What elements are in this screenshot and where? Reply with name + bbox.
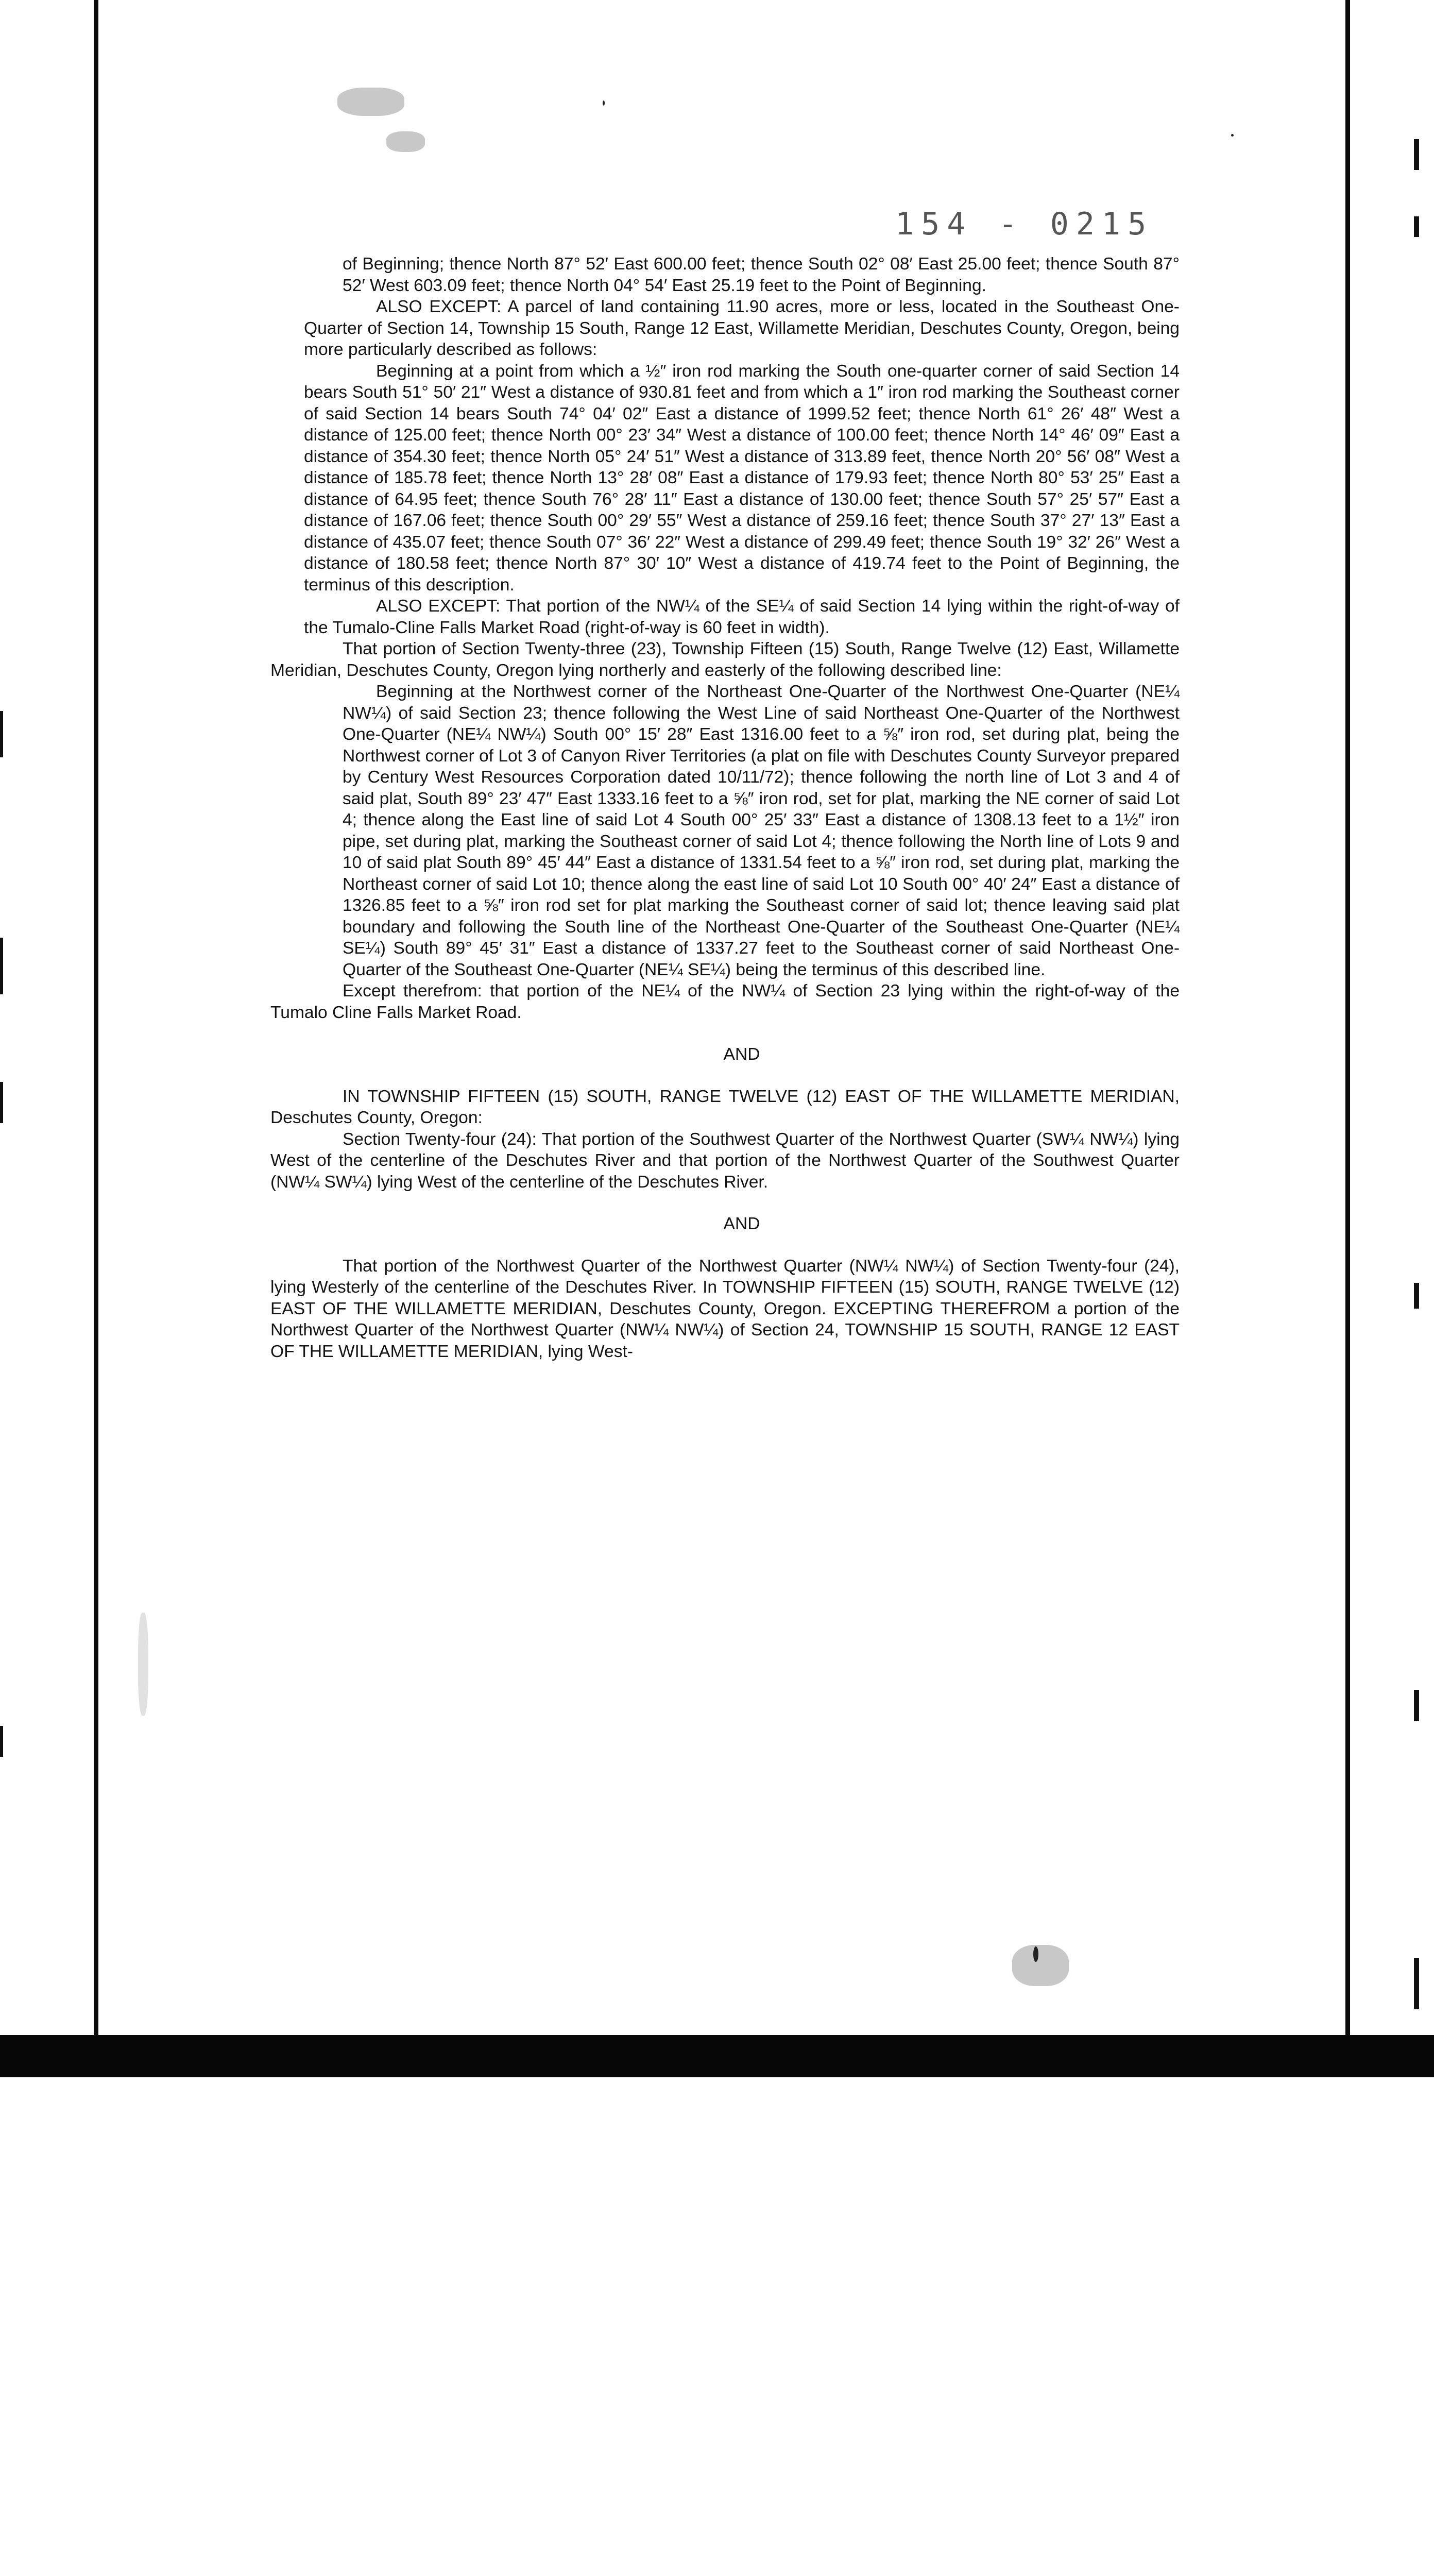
- legal-paragraph: That portion of the Northwest Quarter of the Northwest Quarter (NW¼ NW¼) of Section Twenty-four (24), lying Westerly of the centerline of the Deschutes River. In TOWNSHIP FIFTEEN (15) SOUTH, RANGE TWELVE (12) EAST OF THE WILLAMETTE MERIDIAN, Deschutes County, Oregon. EXCEPTING THEREFROM a portion of the Northwest Quarter of the Northwest Quarter (NW¼ NW¼) of Section 24, TOWNSHIP 15 SOUTH, RANGE 12 EAST OF THE WILLAMETTE MERIDIAN, lying West-: [270, 1256, 1180, 1361]
- legal-paragraph: Section Twenty-four (24): That portion of the Southwest Quarter of the Northwest Quarter (SW¼ NW¼) lying West of the centerline of the Deschutes River and that portion of the Northwest Quarter of the Southwest Quarter (NW¼ SW¼) lying West of the centerline of the Deschutes River.: [270, 1129, 1180, 1192]
- legal-description-body: [270, 253, 1180, 1362]
- scan-smudge: [386, 131, 425, 152]
- recording-stamp: 154 - 0215: [895, 206, 1154, 242]
- scan-edge-mark: [1414, 1958, 1419, 2009]
- scan-edge-mark: [0, 1726, 3, 1757]
- section-separator: AND: [723, 1045, 760, 1064]
- legal-paragraph: That portion of Section Twenty-three (23), Township Fifteen (15) South, Range Twelve (12) East, Willamette Meridian, Deschutes County, Oregon lying northerly and easterly of the following described line:: [270, 639, 1180, 680]
- legal-paragraph: Except therefrom: that portion of the NE¼ of the NW¼ of Section 23 lying within the right-of-way of the Tumalo Cline Falls Market Road.: [270, 981, 1180, 1022]
- scan-edge-mark: [1414, 139, 1419, 170]
- legal-paragraph: ALSO EXCEPT: That portion of the NW¼ of the SE¼ of said Section 14 lying within the right-of-way of the Tumalo-Cline Falls Market Road (right-of-way is 60 feet in width).: [304, 597, 1180, 637]
- legal-paragraph: IN TOWNSHIP FIFTEEN (15) SOUTH, RANGE TWELVE (12) EAST OF THE WILLAMETTE MERIDIAN, Deschutes County, Oregon:: [270, 1087, 1180, 1127]
- scan-edge-mark: [1414, 1690, 1419, 1721]
- section-separator: AND: [723, 1214, 760, 1233]
- legal-paragraph: Beginning at the Northwest corner of the Northeast One-Quarter of the Northwest One-Quarter (NE¼ NW¼) of said Section 23; thence following the West Line of said Northeast One-Quarter of the Northwest One-Quarter (NE¼ NW¼) South 00° 15′ 28″ East 1316.00 feet to a ⅝″ iron rod, set during plat, being the Northwest corner of Lot 3 of Canyon River Territories (a plat on file with Deschutes County Surveyor prepared by Century West Resources Corporation dated 10/11/72); thence following the north line of Lot 3 and 4 of said plat, South 89° 23′ 47″ East 1333.16 feet to a ⅝″ iron rod, set for plat, marking the NE corner of said Lot 4; thence along the East line of said Lot 4 South 00° 25′ 33″ East a distance of 1308.13 feet to a 1½″ iron pipe, set during plat, marking the Southeast corner of said Lot 4; thence following the North line of Lots 9 and 10 of said plat South 89° 45′ 44″ East a distance of 1331.54 feet to a ⅝″ iron rod, set during plat, marking the Northeast corner of said Lot 10; thence along the east line of said Lot 10 South 00° 40′ 24″ East a distance of 1326.85 feet to a ⅝″ iron rod set for plat marking the Southeast corner of said lot; thence leaving said plat boundary and following the South line of the Northeast One-Quarter of the Southeast One-Quarter (NE¼ SE¼) South 89° 45′ 31″ East a distance of 1337.27 feet to the Southeast corner of said Northeast One-Quarter of the Southeast One-Quarter (NE¼ SE¼) being the terminus of this described line.: [343, 682, 1180, 979]
- scan-speck: [1033, 1946, 1038, 1962]
- scan-edge-right: [1345, 0, 1350, 2035]
- scan-edge-mark: [0, 711, 3, 757]
- scan-edge-mark: [1414, 1283, 1419, 1309]
- scan-speck: [603, 100, 605, 106]
- scan-smudge: [138, 1613, 148, 1716]
- legal-paragraph: Beginning at a point from which a ½″ iron rod marking the South one-quarter corner of said Section 14 bears South 51° 50′ 21″ West a distance of 930.81 feet and from which a 1″ iron rod marking the Southeast corner of said Section 14 bears South 74° 04′ 02″ East a distance of 1999.52 feet; thence North 61° 26′ 48″ West a distance of 125.00 feet; thence North 00° 23′ 34″ West a distance of 100.00 feet; thence North 14° 46′ 09″ East a distance of 354.30 feet; thence North 05° 24′ 51″ West a distance of 313.89 feet, thence North 20° 56′ 08″ West a distance of 185.78 feet; thence North 13° 28′ 08″ East a distance of 179.93 feet; thence North 80° 53′ 25″ East a distance of 64.95 feet; thence South 76° 28′ 11″ East a distance of 130.00 feet; thence South 57° 25′ 57″ East a distance of 167.06 feet; thence South 00° 29′ 55″ West a distance of 259.16 feet; thence South 37° 27′ 13″ East a distance of 435.07 feet; thence South 07° 36′ 22″ West a distance of 299.49 feet; thence South 19° 32′ 26″ West a distance of 180.58 feet; thence North 87° 30′ 10″ West a distance of 419.74 feet to the Point of Beginning, the terminus of this description.: [304, 361, 1180, 595]
- scan-smudge: [1012, 1945, 1069, 1986]
- scan-edge-mark: [1414, 216, 1419, 237]
- scan-edge-left: [94, 0, 98, 2035]
- scan-edge-mark: [0, 1082, 3, 1123]
- scan-smudge: [337, 88, 404, 116]
- scan-bottom-band: [0, 2035, 1434, 2077]
- scan-edge-mark: [0, 938, 3, 994]
- legal-paragraph: ALSO EXCEPT: A parcel of land containing 11.90 acres, more or less, located in the Southeast One-Quarter of Section 14, Township 15 South, Range 12 East, Willamette Meridian, Deschutes County, Oregon, being more particularly described as follows:: [304, 297, 1180, 359]
- legal-paragraph: of Beginning; thence North 87° 52′ East 600.00 feet; thence South 02° 08′ East 25.00 feet; thence South 87° 52′ West 603.09 feet; thence North 04° 54′ East 25.19 feet to the Point of Beginning.: [343, 255, 1180, 295]
- scan-speck: [1231, 134, 1234, 137]
